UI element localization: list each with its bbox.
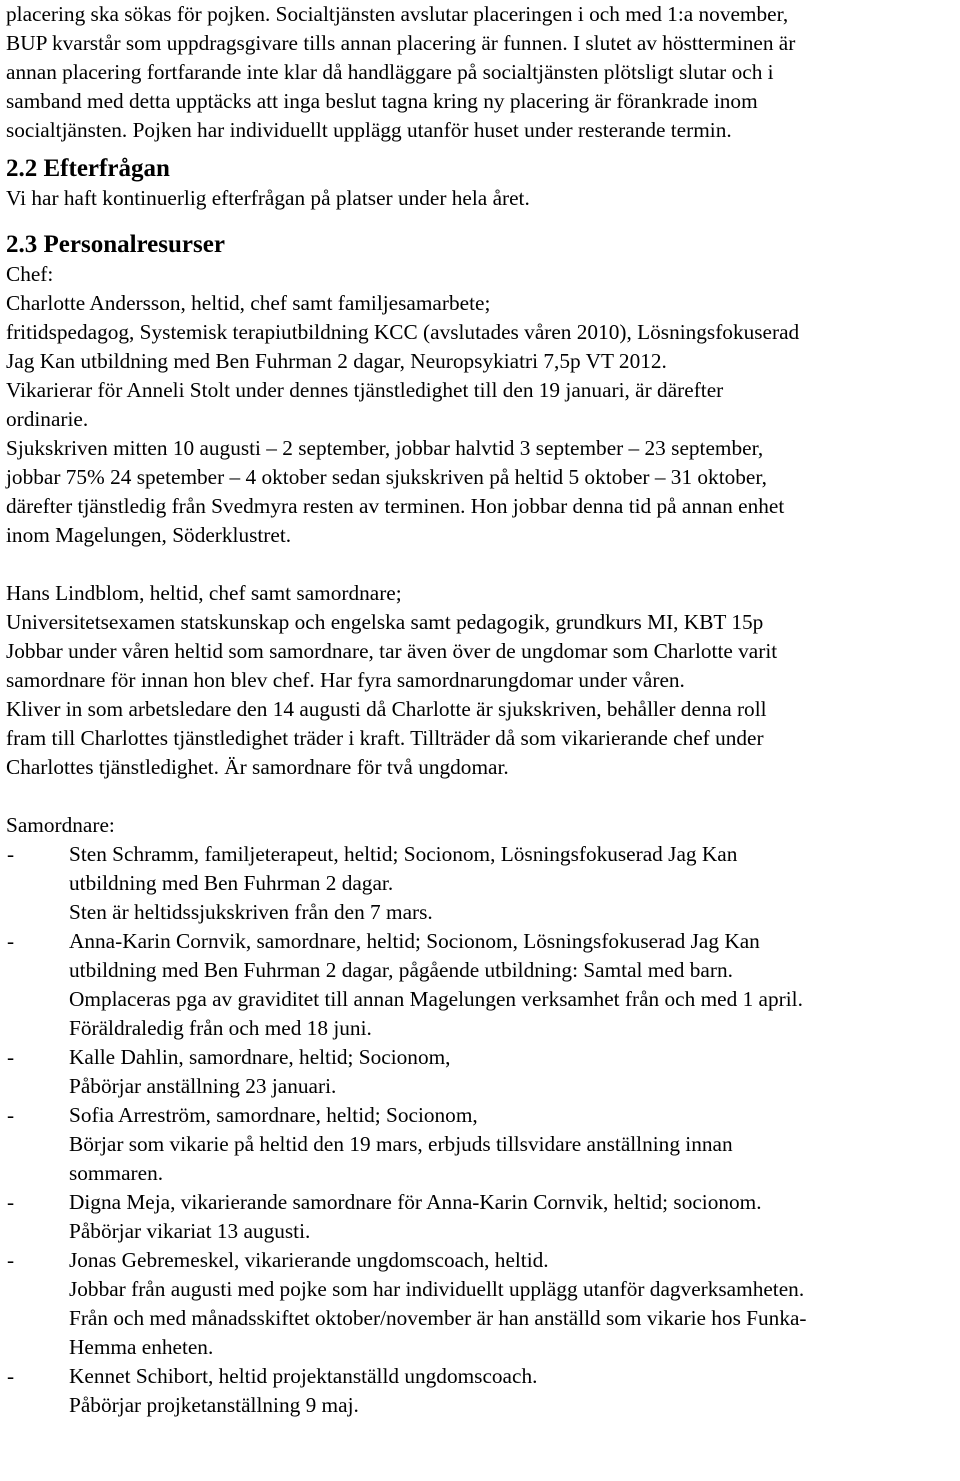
- text-line: Kennet Schibort, heltid projektanställd ungdomscoach.: [69, 1364, 538, 1388]
- charlotte-paragraph: [6, 289, 954, 550]
- text-line: Påbörjar projketanställning 9 maj.: [69, 1393, 359, 1417]
- text-line: sommaren.: [69, 1161, 164, 1185]
- text-line: placering ska sökas för pojken. Socialtjänsten avslutar placeringen i och med 1:a november,: [6, 2, 789, 26]
- dash-bullet: -: [7, 1248, 15, 1272]
- text-line: Charlotte Andersson, heltid, chef samt familjesamarbete;: [6, 291, 491, 315]
- text-line: inom Magelungen, Söderklustret.: [6, 523, 292, 547]
- text-line: Charlottes tjänstledighet. Är samordnare för två ungdomar.: [6, 755, 509, 779]
- list-item: [6, 1101, 954, 1188]
- text-line: Börjar som vikarie på heltid den 19 mars, erbjuds tillsvidare anställning innan: [69, 1132, 733, 1156]
- text-line: ordinarie.: [6, 407, 89, 431]
- text-line: Omplaceras pga av graviditet till annan Magelungen verksamhet från och med 1 april.: [69, 987, 803, 1011]
- text-line: Kliver in som arbetsledare den 14 augusti då Charlotte är sjukskriven, behåller denna roll: [6, 697, 767, 721]
- text-line: utbildning med Ben Fuhrman 2 dagar.: [69, 871, 394, 895]
- samordnare-label: Samordnare:: [6, 813, 115, 837]
- hans-paragraph: [6, 579, 954, 782]
- text-line: fram till Charlottes tjänstledighet träder i kraft. Tillträder då som vikarierande chef under: [6, 726, 764, 750]
- dash-bullet: -: [7, 1190, 15, 1214]
- dash-bullet: -: [7, 1364, 15, 1388]
- text-line: Universitetsexamen statskunskap och engelska samt pedagogik, grundkurs MI, KBT 15p: [6, 610, 764, 634]
- text-line: annan placering fortfarande inte klar då handläggare på socialtjänsten plötsligt slutar och i: [6, 60, 774, 84]
- text-line: jobbar 75% 24 spetember – 4 oktober sedan sjukskriven på heltid 5 oktober – 31 oktober,: [6, 465, 767, 489]
- text-line: Kalle Dahlin, samordnare, heltid; Socionom,: [69, 1045, 451, 1069]
- text-line: Jobbar under våren heltid som samordnare, tar även över de ungdomar som Charlotte varit: [6, 639, 778, 663]
- text-line: Sofia Arreström, samordnare, heltid; Socionom,: [69, 1103, 478, 1127]
- text-line: Sten är heltidssjukskriven från den 7 mars.: [69, 900, 433, 924]
- efterfragan-text: Vi har haft kontinuerlig efterfrågan på platser under hela året.: [6, 186, 530, 210]
- list-item: [6, 1362, 954, 1420]
- text-line: Sjukskriven mitten 10 augusti – 2 september, jobbar halvtid 3 september – 23 september,: [6, 436, 764, 460]
- dash-bullet: -: [7, 929, 15, 953]
- text-line: Hans Lindblom, heltid, chef samt samordnare;: [6, 581, 402, 605]
- text-line: Påbörjar vikariat 13 augusti.: [69, 1219, 311, 1243]
- text-line: Från och med månadsskiftet oktober/november är han anställd som vikarie hos Funka-: [69, 1306, 807, 1330]
- text-line: Hemma enheten.: [69, 1335, 214, 1359]
- text-line: samband med detta upptäcks att inga beslut tagna kring ny placering är förankrade inom: [6, 89, 758, 113]
- dash-bullet: -: [7, 842, 15, 866]
- text-line: Jonas Gebremeskel, vikarierande ungdomscoach, heltid.: [69, 1248, 549, 1272]
- text-line: Föräldraledig från och med 18 juni.: [69, 1016, 372, 1040]
- samordnare-list: [6, 840, 954, 1420]
- dash-bullet: -: [7, 1045, 15, 1069]
- list-item: [6, 1246, 954, 1362]
- text-line: Vikarierar för Anneli Stolt under dennes tjänstledighet till den 19 januari, är därefter: [6, 378, 724, 402]
- list-item: [6, 927, 954, 1043]
- list-item: [6, 1188, 954, 1246]
- text-line: fritidspedagog, Systemisk terapiutbildning KCC (avslutades våren 2010), Lösningsfokuserad: [6, 320, 800, 344]
- text-line: Jag Kan utbildning med Ben Fuhrman 2 dagar, Neuropsykiatri 7,5p VT 2012.: [6, 349, 667, 373]
- dash-bullet: -: [7, 1103, 15, 1127]
- section-heading-efterfragan: 2.2 Efterfrågan: [6, 155, 170, 182]
- section-heading-personalresurser: 2.3 Personalresurser: [6, 231, 225, 258]
- text-line: BUP kvarstår som uppdragsgivare tills annan placering är funnen. I slutet av höstterminen är: [6, 31, 796, 55]
- text-line: utbildning med Ben Fuhrman 2 dagar, pågående utbildning: Samtal med barn.: [69, 958, 733, 982]
- list-item: [6, 1043, 954, 1101]
- intro-paragraph: [6, 0, 954, 145]
- text-line: därefter tjänstledig från Svedmyra resten av terminen. Hon jobbar denna tid på annan enhet: [6, 494, 785, 518]
- chef-label: Chef:: [6, 262, 54, 286]
- list-item: [6, 840, 954, 927]
- text-line: Digna Meja, vikarierande samordnare för Anna-Karin Cornvik, heltid; socionom.: [69, 1190, 762, 1214]
- text-line: socialtjänsten. Pojken har individuellt upplägg utanför huset under resterande termin.: [6, 118, 732, 142]
- text-line: Anna-Karin Cornvik, samordnare, heltid; Socionom, Lösningsfokuserad Jag Kan: [69, 929, 760, 953]
- text-line: Jobbar från augusti med pojke som har individuellt upplägg utanför dagverksamheten.: [69, 1277, 805, 1301]
- text-line: Påbörjar anställning 23 januari.: [69, 1074, 337, 1098]
- text-line: samordnare för innan hon blev chef. Har fyra samordnarungdomar under våren.: [6, 668, 685, 692]
- text-line: Sten Schramm, familjeterapeut, heltid; Socionom, Lösningsfokuserad Jag Kan: [69, 842, 738, 866]
